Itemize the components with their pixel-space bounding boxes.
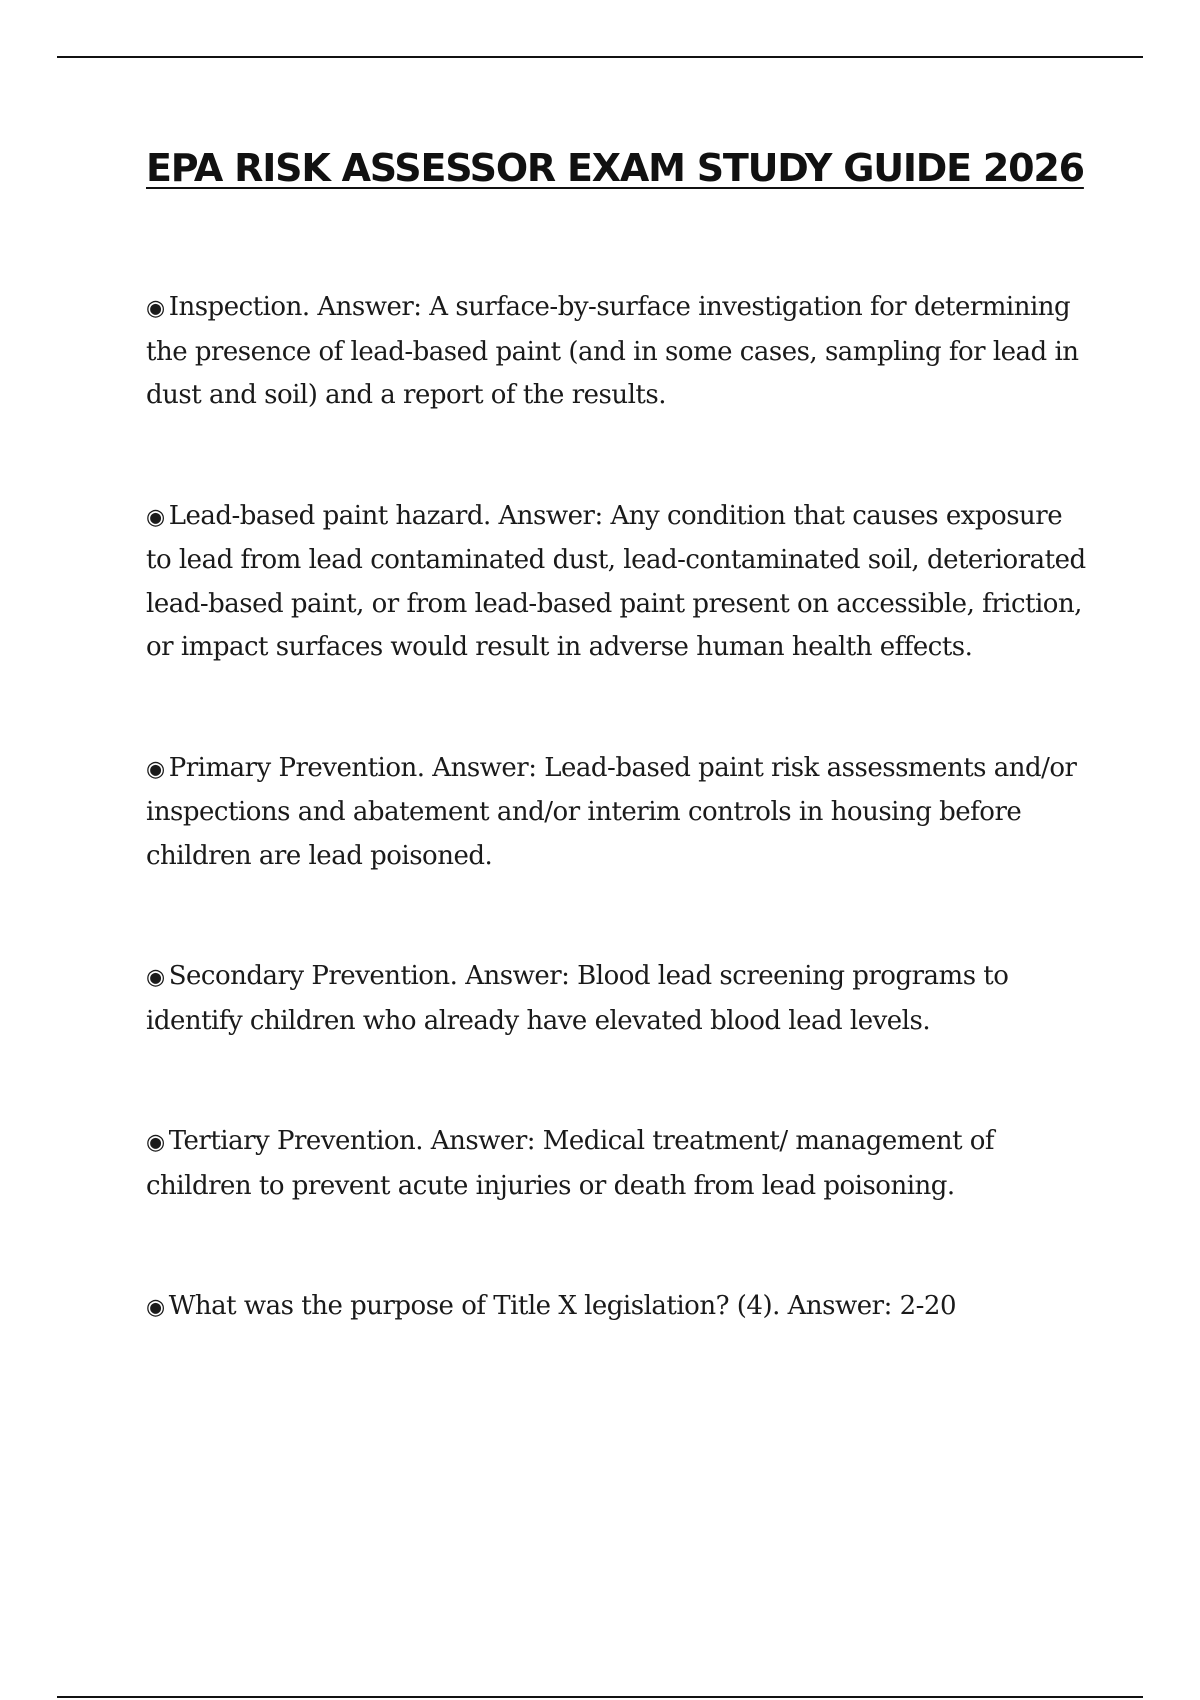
list-item (146, 495, 1086, 670)
list-item (146, 286, 1086, 418)
item-text: What was the purpose of Title X legislation? (4). Answer: 2-20 (168, 1291, 957, 1321)
study-guide-list (146, 286, 1086, 1330)
list-item (146, 1120, 1086, 1208)
item-text: Primary Prevention. Answer: Lead-based paint risk assessments and/or inspections and abatement and/or interim controls in housing before children are lead poisoned. (146, 752, 1077, 871)
item-text: Inspection. Answer: A surface-by-surface investigation for determining the presence of lead-based paint (and in some cases, sampling for lead in dust and soil) and a report of the results. (146, 292, 1079, 410)
bottom-divider (57, 1696, 1143, 1698)
page-title: EPA RISK ASSESSOR EXAM STUDY GUIDE 2026 (146, 146, 1084, 190)
fisheye-bullet-icon: ◉ (146, 1130, 165, 1155)
fisheye-bullet-icon: ◉ (146, 1295, 165, 1320)
top-divider (57, 56, 1143, 58)
item-text: Lead-based paint hazard. Answer: Any condition that causes exposure to lead from lead contaminated dust, lead-contaminated soil, deteriorated lead-based paint, or from lead-based paint present on accessible, friction, or impact surfaces would result in adverse human health effects. (146, 500, 1086, 662)
list-item (146, 1285, 1086, 1330)
fisheye-bullet-icon: ◉ (146, 965, 165, 990)
item-text: Tertiary Prevention. Answer: Medical treatment/ management of children to prevent acute injuries or death from lead poisoning. (146, 1126, 995, 1201)
item-text: Secondary Prevention. Answer: Blood lead screening programs to identify children who already have elevated blood lead levels. (146, 961, 1009, 1036)
list-item (146, 747, 1086, 879)
fisheye-bullet-icon: ◉ (146, 296, 165, 321)
list-item (146, 955, 1086, 1043)
fisheye-bullet-icon: ◉ (146, 756, 165, 782)
fisheye-bullet-icon: ◉ (146, 504, 165, 530)
